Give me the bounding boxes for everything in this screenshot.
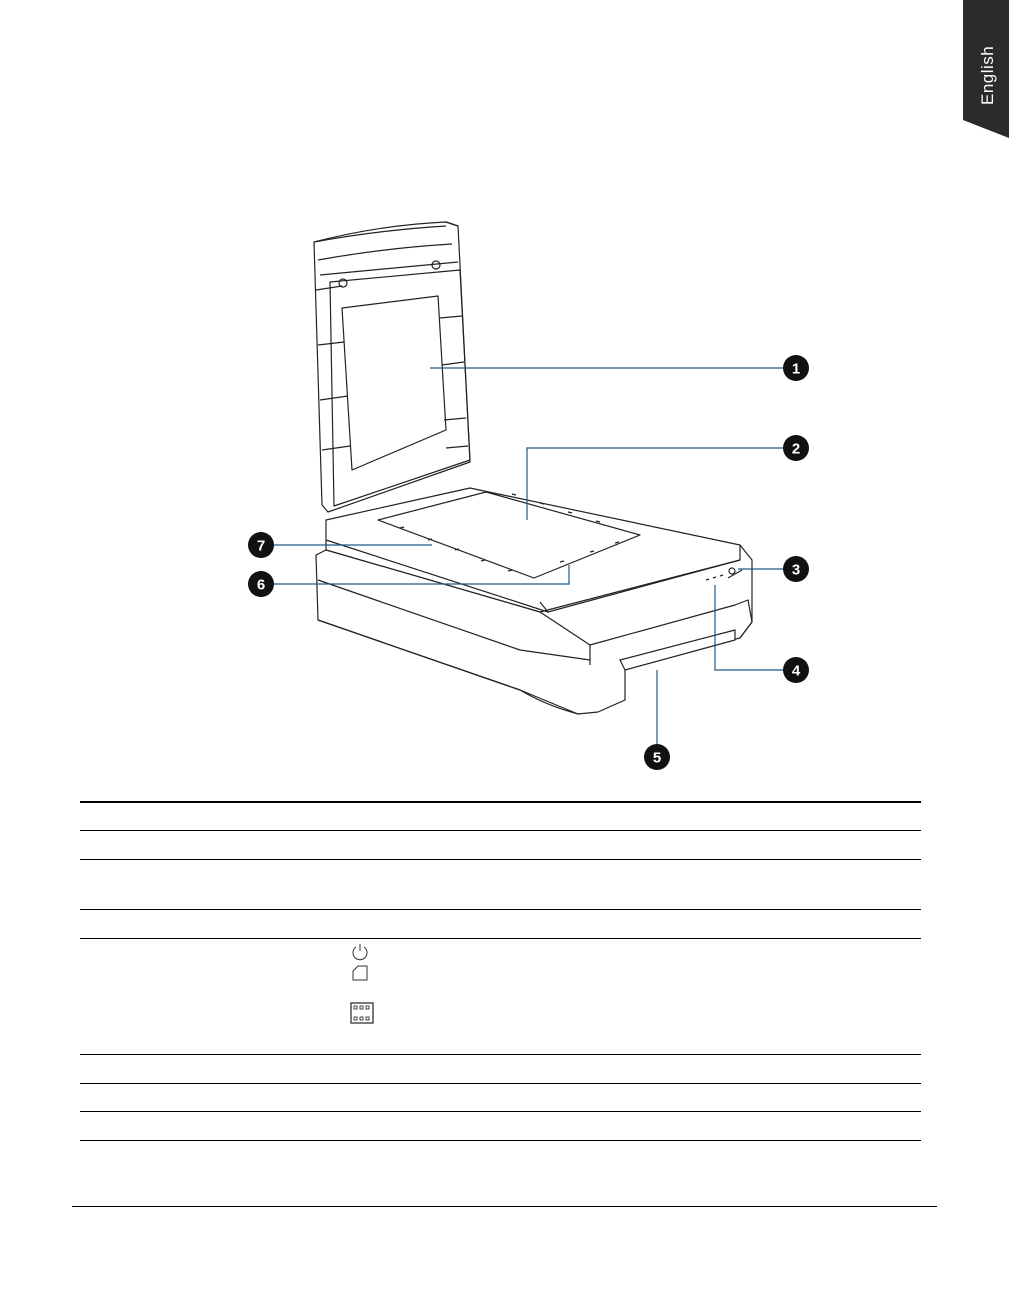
document-icon [351, 964, 369, 982]
callout-badge-7 [248, 532, 274, 558]
language-tab-label: English [978, 45, 997, 105]
callout-badge-6 [248, 571, 274, 597]
table-rule [80, 1054, 921, 1055]
film-strip-icon [350, 1002, 374, 1024]
callout-badge-1 [783, 355, 809, 381]
callout-badge-5 [644, 744, 670, 770]
power-button [729, 568, 735, 574]
table-rule [80, 1140, 921, 1141]
table-top-rule [80, 801, 921, 803]
table-rule [80, 1111, 921, 1112]
scanner-body [316, 488, 752, 714]
table-rule [80, 859, 921, 860]
svg-text:3: 3 [791, 561, 801, 579]
table-rule [80, 938, 921, 939]
svg-text:4: 4 [791, 662, 801, 680]
svg-text:6: 6 [256, 576, 266, 594]
table-rule [80, 909, 921, 910]
svg-text:1: 1 [791, 360, 801, 378]
scanner-lid [314, 222, 470, 512]
svg-text:5: 5 [652, 749, 662, 767]
svg-text:2: 2 [791, 440, 801, 458]
table-rule [80, 1083, 921, 1084]
svg-text:7: 7 [256, 537, 266, 555]
footer-rule [72, 1206, 937, 1207]
power-icon [351, 942, 369, 962]
callout-badge-4 [783, 657, 809, 683]
callout-badge-2 [783, 435, 809, 461]
callout-badge-3 [783, 556, 809, 582]
table-rule [80, 830, 921, 831]
